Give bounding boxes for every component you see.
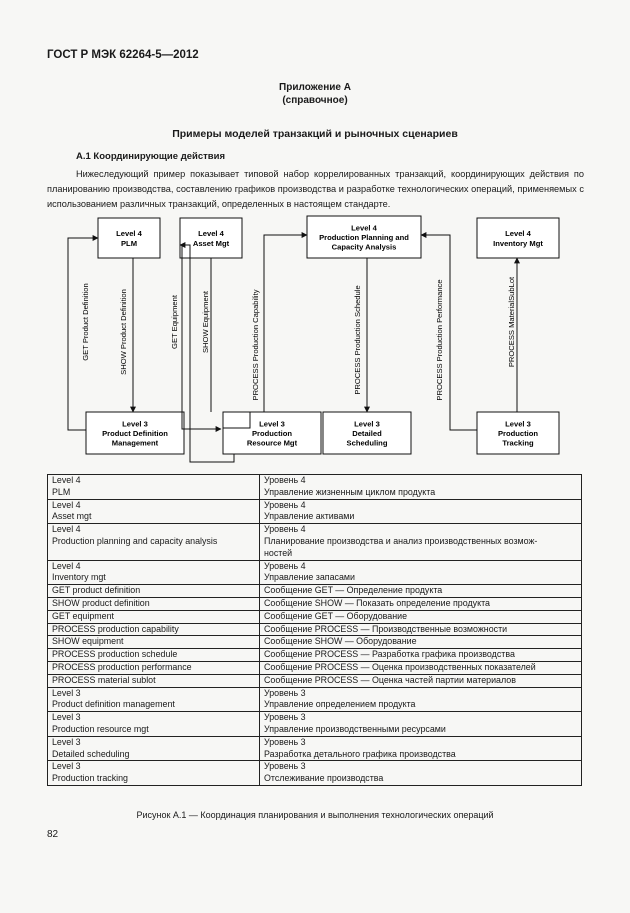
diagram-box-label: Level 4 xyxy=(505,229,531,239)
diagram-box-label: Resource Mgt xyxy=(246,438,298,448)
edge-label-get-pd: GET Product Definition xyxy=(81,283,90,361)
diagram-box-label: Level 3 xyxy=(505,419,531,429)
diagram-box-label: Asset Mgt xyxy=(192,238,230,248)
term-english: SHOW equipment xyxy=(48,636,260,649)
diagram-box-plm xyxy=(98,218,160,258)
diagram-box-inventory xyxy=(477,218,559,258)
term-english: GET equipment xyxy=(48,610,260,623)
term-russian: Уровень 4 Управление активами xyxy=(260,499,582,524)
term-russian: Сообщение PROCESS — Оценка частей партии материалов xyxy=(260,674,582,687)
table-row xyxy=(48,636,582,649)
table-row xyxy=(48,736,582,761)
term-english: PROCESS production performance xyxy=(48,661,260,674)
table-row xyxy=(48,687,582,712)
diagram-box-label: Level 4 xyxy=(351,223,377,233)
diagram-box-label: Product Definition xyxy=(102,429,168,438)
edge-label-proc-perf: PROCESS Production Performance xyxy=(435,279,444,401)
term-russian: Уровень 3 Управление определением продукта xyxy=(260,687,582,712)
term-english: Level 3 Detailed scheduling xyxy=(48,736,260,761)
edge-label-proc-cap: PROCESS Production Capability xyxy=(251,289,260,401)
term-russian: Уровень 3 Разработка детального графика производства xyxy=(260,736,582,761)
section-title: Примеры моделей транзакций и рыночных сценариев xyxy=(172,128,458,140)
diagram-box-label: Production Planning and xyxy=(319,233,409,242)
term-english: Level 3 Production tracking xyxy=(48,761,260,786)
term-russian: Сообщение GET — Оборудование xyxy=(260,610,582,623)
edge-label-proc-sched: PROCESS Production Schedule xyxy=(353,285,362,395)
table-row xyxy=(48,674,582,687)
table-row xyxy=(48,475,582,500)
table-row xyxy=(48,560,582,585)
diagram-box-sched xyxy=(323,412,411,454)
diagram-box-label: Level 3 xyxy=(259,419,285,429)
diagram-box-label: Production xyxy=(251,429,293,438)
term-english: PROCESS production schedule xyxy=(48,649,260,662)
intro-paragraph: Нижеследующий пример показывает типовой набор коррелированных транзакций, координирующих действия по планированию производства, составлению графиков производства и разработке технологических операций, применяемых с использованием различных транзакций, определенных в настоящем стандарте. xyxy=(47,169,584,209)
diagram-box-label: PLM xyxy=(120,238,138,248)
diagram-box-tracking xyxy=(477,412,559,454)
term-english: Level 4 PLM xyxy=(48,475,260,500)
diagram-box-label: Level 4 xyxy=(198,229,224,239)
table-row xyxy=(48,499,582,524)
diagram-box-label: Level 4 xyxy=(116,229,142,239)
term-english: Level 4 Production planning and capacity analysis xyxy=(48,524,260,560)
term-english: PROCESS material sublot xyxy=(48,674,260,687)
table-row xyxy=(48,623,582,636)
term-english: PROCESS production capability xyxy=(48,623,260,636)
term-russian: Сообщение SHOW — Оборудование xyxy=(260,636,582,649)
edge-label-get-eq: GET Equipment xyxy=(170,295,179,349)
page-number: 82 xyxy=(47,829,59,840)
diagram-box-label: Inventory Mgt xyxy=(493,238,543,248)
table-row xyxy=(48,585,582,598)
diagram-box-prm xyxy=(223,412,321,454)
term-russian: Сообщение PROCESS — Производственные возможности xyxy=(260,623,582,636)
term-russian: Сообщение PROCESS — Оценка производственных показателей xyxy=(260,661,582,674)
term-russian: Уровень 4 Планирование производства и анализ производственных возмож- ностей xyxy=(260,524,582,560)
term-russian: Уровень 3 Отслеживание производства xyxy=(260,761,582,786)
diagram-box-label: Management xyxy=(111,438,159,448)
diagram-box-label: Capacity Analysis xyxy=(331,242,397,252)
subsection-title: А.1 Координирующие действия xyxy=(76,151,226,162)
document-header: ГОСТ Р МЭК 62264-5—2012 xyxy=(47,49,199,61)
term-russian: Сообщение PROCESS — Разработка графика производства xyxy=(260,649,582,662)
edge-label-show-pd: SHOW Product Definition xyxy=(119,289,128,375)
diagram-box-label: Level 3 xyxy=(354,419,380,429)
table-row xyxy=(48,524,582,560)
diagram-box-label: Detailed xyxy=(352,429,382,438)
term-english: Level 3 Production resource mgt xyxy=(48,712,260,737)
terms-table xyxy=(47,474,582,786)
term-russian: Уровень 4 Управление запасами xyxy=(260,560,582,585)
table-row xyxy=(48,661,582,674)
table-row xyxy=(48,761,582,786)
diagram-box-planning xyxy=(307,216,421,258)
edge-label-show-eq: SHOW Equipment xyxy=(201,290,210,354)
diagram-edge xyxy=(264,235,307,412)
table-row xyxy=(48,610,582,623)
term-english: GET product definition xyxy=(48,585,260,598)
diagram-edge xyxy=(421,235,477,430)
diagram-box-label: Scheduling xyxy=(346,438,388,448)
diagram-box-label: Production xyxy=(497,429,539,438)
diagram-box-asset xyxy=(180,218,242,258)
term-english: Level 4 Inventory mgt xyxy=(48,560,260,585)
term-english: Level 4 Asset mgt xyxy=(48,499,260,524)
diagram-box-label: Tracking xyxy=(502,438,534,448)
appendix-title: Приложение А xyxy=(279,82,351,93)
term-russian: Уровень 3 Управление производственными ресурсами xyxy=(260,712,582,737)
diagram-box-label: Level 3 xyxy=(122,419,148,429)
term-english: Level 3 Product definition management xyxy=(48,687,260,712)
diagram-box-pdm xyxy=(86,412,184,454)
appendix-note: (справочное) xyxy=(282,95,348,106)
term-english: SHOW product definition xyxy=(48,597,260,610)
table-row xyxy=(48,649,582,662)
table-row xyxy=(48,712,582,737)
edge-label-proc-mat: PROCESS MaterialSubLot xyxy=(507,276,516,368)
figure-caption: Рисунок А.1 — Координация планирования и выполнения технологических операций xyxy=(136,810,494,820)
term-russian: Сообщение GET — Определение продукта xyxy=(260,585,582,598)
table-row xyxy=(48,597,582,610)
term-russian: Уровень 4 Управление жизненным циклом продукта xyxy=(260,475,582,500)
term-russian: Сообщение SHOW — Показать определение продукта xyxy=(260,597,582,610)
